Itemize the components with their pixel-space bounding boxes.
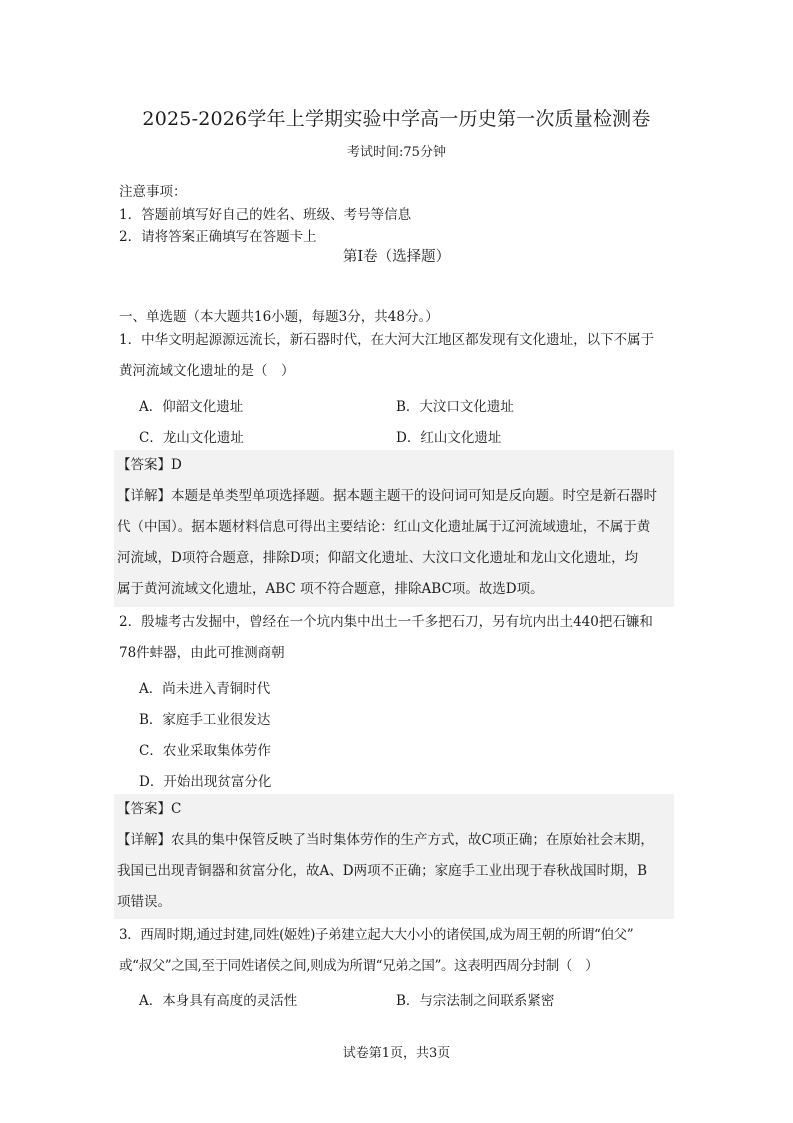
question-1-stem	[119, 325, 674, 387]
question-2-option-b: B．家庭手工业很发达	[139, 712, 271, 728]
stem-line: 或“叔父”之国,至于同姓诸侯之间,则成为所谓“兄弟之国”。这表明西周分封制（ ）	[119, 958, 599, 974]
question-2-stem	[119, 607, 674, 669]
detail-line: 属于黄河流域文化遗址，ABC 项不符合题意，排除ABC项。故选D项。	[117, 581, 544, 597]
detail-line: 我国已出现青铜器和贫富分化，故A、D两项不正确；家庭手工业出现于春秋战国时期，B	[117, 863, 647, 879]
detail-line: 代（中国）。据本题材料信息可得出主要结论：红山文化遗址属于辽河流域遗址，不属于黄	[117, 519, 651, 535]
question-2-answer-box	[114, 794, 674, 919]
question-1-option-a: A．仰韶文化遗址	[139, 399, 244, 415]
question-3-option-a: A．本身具有高度的灵活性	[139, 993, 298, 1009]
question-1-option-c: C．龙山文化遗址	[139, 430, 244, 446]
stem-line: 黄河流域文化遗址的是（ ）	[119, 363, 295, 379]
answer-label: 【答案】D	[117, 457, 182, 473]
question-3-option-b: B．与宗法制之间联系紧密	[396, 993, 555, 1009]
exam-duration: 考试时间:75分钟	[347, 145, 446, 160]
detail-line: 【详解】本题是单类型单项选择题。据本题主题干的设问词可知是反向题。时空是新石器时	[117, 488, 657, 504]
notes-heading: 注意事项：	[119, 184, 187, 200]
question-2-option-c: C．农业采取集体劳作	[139, 743, 271, 759]
detail-line: 【详解】农具的集中保管反映了当时集体劳作的生产方式，故C项正确；在原始社会末期，	[117, 832, 654, 848]
question-3-stem	[119, 920, 674, 982]
stem-line: 2．殷墟考古发掘中，曾经在一个坑内集中出土一千多把石刀，另有坑内出土440把石镰和	[119, 614, 653, 630]
question-1-answer-box	[114, 450, 674, 607]
section-title: 第I卷（选择题）	[342, 249, 451, 265]
detail-line: 河流域，D项符合题意，排除D项；仰韶文化遗址、大汶口文化遗址和龙山文化遗址，均	[117, 550, 639, 566]
note-item: 2．请将答案正确填写在答题卡上	[119, 229, 317, 245]
note-item: 1．答题前填写好自己的姓名、班级、考号等信息	[119, 207, 412, 223]
page-footer: 试卷第1页，共3页	[342, 1046, 451, 1061]
question-1-option-b: B．大汶口文化遗址	[396, 399, 514, 415]
question-1-option-d: D．红山文化遗址	[396, 430, 502, 446]
stem-line: 78件蚌器，由此可推测商朝	[119, 645, 285, 661]
answer-label: 【答案】C	[117, 801, 182, 817]
section-intro: 一、单选题（本大题共16小题，每题3分，共48分。）	[119, 309, 439, 325]
exam-title: 2025-2026学年上学期实验中学高一历史第一次质量检测卷	[142, 108, 651, 130]
detail-line: 项错误。	[117, 894, 171, 910]
stem-line: 1．中华文明起源源远流长，新石器时代，在大河大江地区都发现有文化遗址，以下不属于	[119, 332, 655, 348]
stem-line: 3．西周时期,通过封建,同姓(姬姓)子弟建立起大大小小的诸侯国,成为周王朝的所谓“伯父”	[119, 927, 634, 943]
question-2-option-a: A．尚未进入青铜时代	[139, 681, 271, 697]
question-2-option-d: D．开始出现贫富分化	[139, 774, 272, 790]
